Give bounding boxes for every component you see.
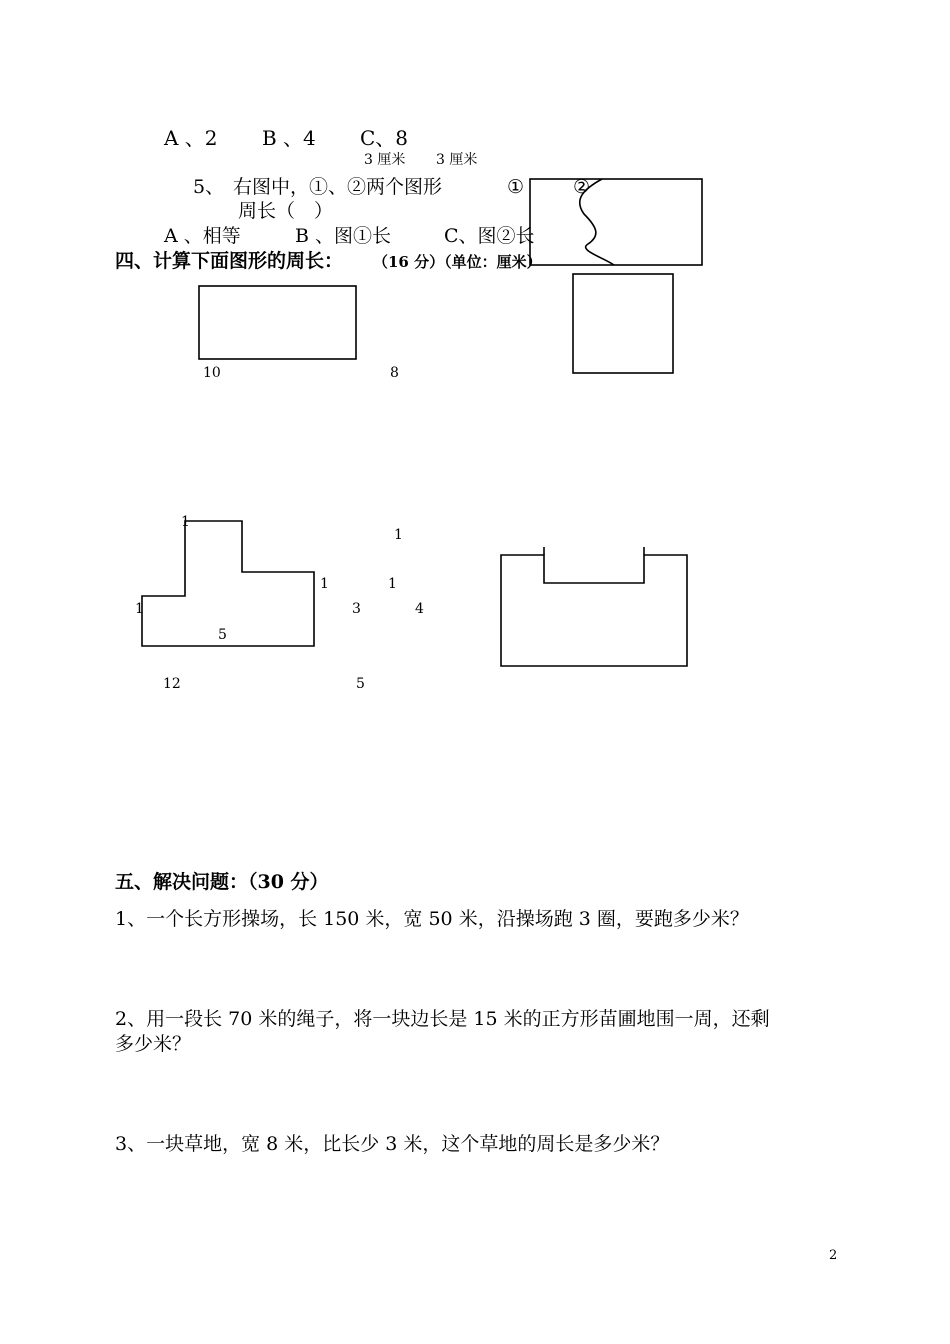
figure-square [573,274,673,373]
figure-step-shape [142,521,314,646]
q5-label-left: 3 厘米 [364,152,406,168]
notch-label-1a: 1 [394,527,403,543]
q5-option-c: C、图②长 [444,225,535,247]
notch-label-4: 4 [415,601,424,617]
q5-stem-line1: 右图中，①、②两个图形 [233,176,443,198]
q4-option-a: A 、2 [164,126,218,150]
figure-notched-rect [501,555,687,666]
section5-q2-line2: 多少米？ [115,1033,192,1055]
step-label-bottom-right: 5 [356,676,365,692]
q4-option-b: B 、4 [262,126,316,150]
q5-region-2: ② [573,176,591,198]
step-label-left: 1 [135,601,144,617]
step-label-inner: 5 [218,627,227,643]
q5-stem-line2: 周长（ ） [238,200,334,222]
page-number: 2 [829,1248,838,1263]
section5-q1: 1、一个长方形操场，长 150 米，宽 50 米，沿操场跑 3 圈，要跑多少米？ [115,908,749,930]
q5-label-right: 3 厘米 [436,152,478,168]
section5-title: 五、解决问题：（30 分） [115,871,329,893]
q5-number: 5、 [193,176,225,198]
figure-rectangle [199,286,356,359]
section5-q2-line1: 2、用一段长 70 米的绳子，将一块边长是 15 米的正方形苗圃地围一周，还剩 [115,1008,770,1030]
q5-option-a: A 、相等 [164,225,241,247]
notch-label-1b: 1 [388,576,397,592]
section5-q3: 3、一块草地，宽 8 米，比长少 3 米，这个草地的周长是多少米？ [115,1133,670,1155]
square-label: 8 [390,365,399,381]
section4-title: 四、计算下面图形的周长： [115,250,344,272]
rect-label: 10 [203,365,221,381]
section4-score: （16 分）（单位：厘米） [373,253,542,271]
step-label-bottom: 12 [163,676,181,692]
step-label-top: 1 [181,514,190,530]
q5-figure-rect [530,176,702,265]
step-label-right: 3 [352,601,361,617]
q5-region-1: ① [507,176,525,198]
q5-option-b: B 、图①长 [295,225,392,247]
step-label-right-top: 1 [320,576,329,592]
q4-option-c: C、8 [360,126,409,150]
